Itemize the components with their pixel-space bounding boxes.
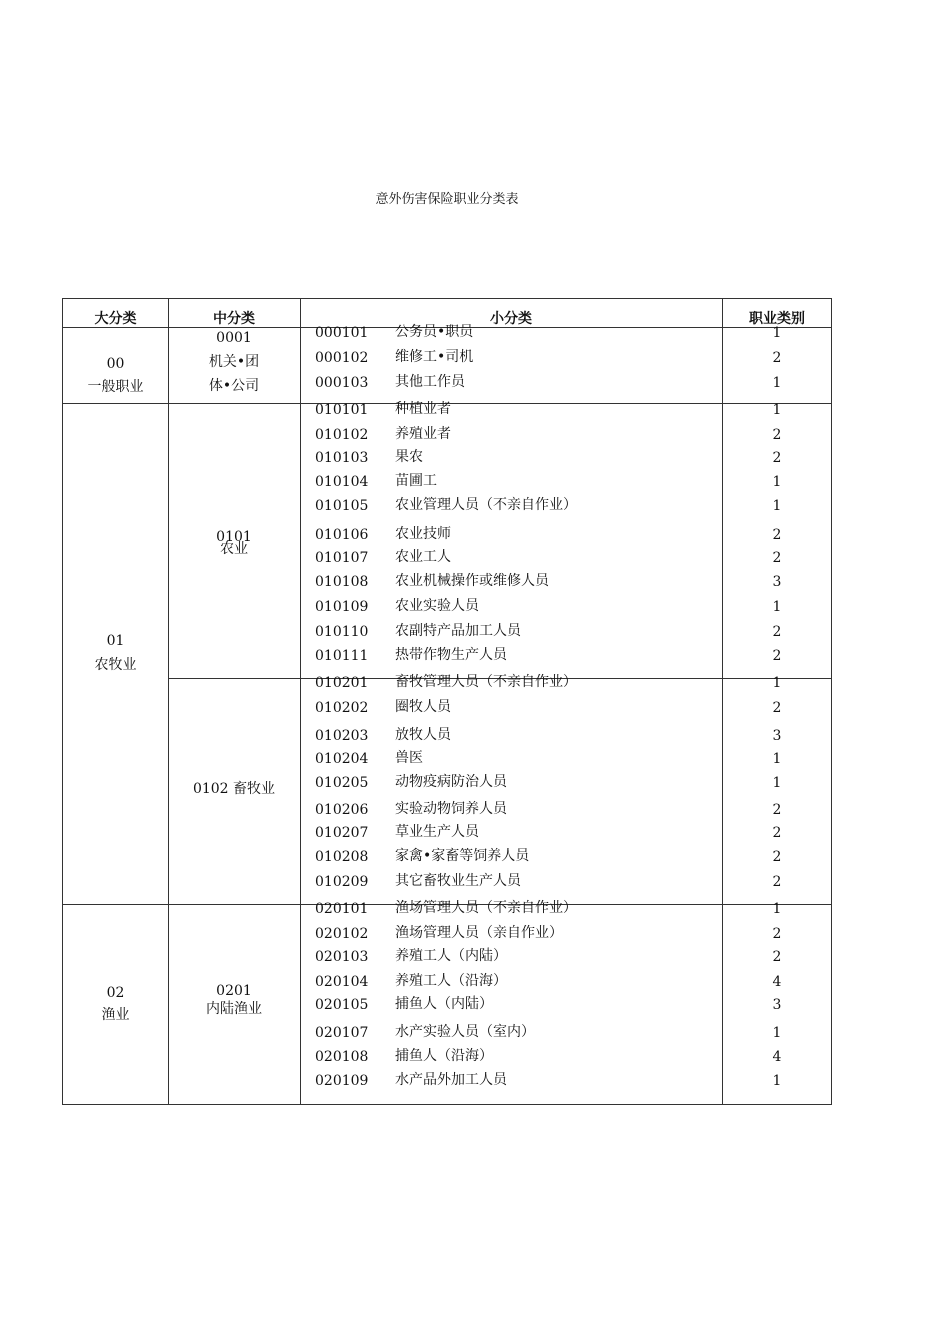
occupation-category: 1 (772, 325, 782, 341)
occupation-code: 010105 (315, 498, 369, 514)
occupation-name: 家禽•家畜等饲养人员 (395, 848, 530, 864)
occupation-category: 2 (772, 550, 782, 566)
occupation-category: 2 (772, 825, 782, 841)
table-row (63, 849, 831, 869)
occupation-category: 4 (772, 1049, 782, 1065)
table-row (63, 874, 831, 894)
occupation-name: 草业生产人员 (395, 824, 479, 840)
table-row (63, 402, 831, 422)
occupation-category: 1 (772, 402, 782, 418)
occupation-code: 010111 (315, 648, 369, 664)
occupation-code: 020104 (315, 974, 369, 990)
header-middle: 中分类 (213, 311, 255, 327)
occupation-code: 010204 (315, 751, 369, 767)
occupation-code: 020102 (315, 926, 369, 942)
table-row (63, 624, 831, 644)
table-row (63, 974, 831, 994)
occupation-code: 000102 (315, 350, 369, 366)
table-row (63, 498, 831, 518)
occupation-code: 010101 (315, 402, 369, 418)
occupation-category: 2 (772, 802, 782, 818)
occupation-code: 010102 (315, 427, 369, 443)
table-row (63, 648, 831, 668)
middle-label: 体•公司 (208, 378, 260, 394)
occupation-name: 农业管理人员（不亲自作业） (395, 497, 577, 513)
occupation-code: 020105 (315, 997, 369, 1013)
occupation-name: 维修工•司机 (395, 349, 474, 365)
occupation-name: 畜牧管理人员（不亲自作业） (395, 674, 577, 690)
middle-label: 机关•团 (208, 354, 260, 370)
occupation-name: 水产品外加工人员 (395, 1072, 507, 1088)
table-row (63, 700, 831, 720)
occupation-code: 020103 (315, 949, 369, 965)
occupation-name: 农业技师 (395, 526, 451, 542)
table-row (63, 1049, 831, 1069)
major-code: 02 (106, 985, 125, 1001)
occupation-category: 1 (772, 599, 782, 615)
occupation-category: 2 (772, 450, 782, 466)
occupation-code: 000101 (315, 325, 369, 341)
major-code: 00 (106, 356, 125, 372)
occupation-name: 农业工人 (395, 549, 451, 565)
occupation-code: 010205 (315, 775, 369, 791)
occupation-name: 果农 (395, 449, 423, 465)
major-name: 农牧业 (94, 657, 137, 673)
table-row (63, 775, 831, 795)
table-row (63, 550, 831, 570)
table-row (63, 450, 831, 470)
occupation-category: 1 (772, 474, 782, 490)
occupation-name: 农副特产品加工人员 (395, 623, 521, 639)
occupation-name: 农业实验人员 (395, 598, 479, 614)
occupation-name: 其他工作员 (395, 374, 465, 390)
occupation-name: 渔场管理人员（亲自作业） (395, 925, 563, 941)
table-row (63, 1073, 831, 1093)
occupation-name: 热带作物生产人员 (395, 647, 507, 663)
occupation-name: 渔场管理人员（不亲自作业） (395, 900, 577, 916)
occupation-code: 010104 (315, 474, 369, 490)
table-row (63, 926, 831, 946)
occupation-name: 其它畜牧业生产人员 (395, 873, 521, 889)
occupation-name: 兽医 (395, 750, 423, 766)
occupation-code: 020101 (315, 901, 369, 917)
major-code: 01 (106, 633, 125, 649)
occupation-category: 2 (772, 700, 782, 716)
middle-label: 0102 畜牧业 (192, 781, 276, 797)
table-row (63, 802, 831, 822)
occupation-category: 1 (772, 775, 782, 791)
occupation-code: 010201 (315, 675, 369, 691)
occupation-name: 种植业者 (395, 401, 451, 417)
occupation-category: 1 (772, 675, 782, 691)
page-title: 意外伤害保险职业分类表 (375, 192, 519, 207)
occupation-name: 捕鱼人（沿海） (395, 1048, 493, 1064)
table-row (63, 325, 831, 345)
occupation-category: 2 (772, 926, 782, 942)
occupation-category: 1 (772, 375, 782, 391)
occupation-name: 苗圃工 (395, 473, 437, 489)
table-row (63, 1025, 831, 1045)
occupation-name: 捕鱼人（内陆） (395, 996, 493, 1012)
occupation-category: 1 (772, 751, 782, 767)
occupation-category: 2 (772, 350, 782, 366)
occupation-name: 养殖业者 (395, 426, 451, 442)
table-row (63, 474, 831, 494)
occupation-name: 圈牧人员 (395, 699, 451, 715)
occupation-name: 养殖工人（沿海） (395, 973, 507, 989)
middle-label: 0001 (216, 330, 252, 346)
middle-label: 0101 (216, 529, 252, 545)
occupation-category: 3 (772, 997, 782, 1013)
table-row (63, 949, 831, 969)
occupation-code: 010110 (315, 624, 369, 640)
occupation-name: 养殖工人（内陆） (395, 948, 507, 964)
occupation-category: 2 (772, 427, 782, 443)
table-row (63, 751, 831, 771)
occupation-code: 010206 (315, 802, 369, 818)
occupation-category: 2 (772, 527, 782, 543)
occupation-code: 010107 (315, 550, 369, 566)
occupation-category: 1 (772, 901, 782, 917)
table-row (63, 675, 831, 695)
occupation-code: 010108 (315, 574, 369, 590)
occupation-code: 010103 (315, 450, 369, 466)
header-minor: 小分类 (490, 311, 532, 327)
table-row (63, 350, 831, 370)
occupation-category: 1 (772, 1025, 782, 1041)
middle-label: 0201 (216, 983, 252, 999)
major-name: 一般职业 (87, 379, 144, 395)
occupation-code: 010209 (315, 874, 369, 890)
occupation-code: 010207 (315, 825, 369, 841)
occupation-name: 动物疫病防治人员 (395, 774, 507, 790)
occupation-code: 020108 (315, 1049, 369, 1065)
occupation-name: 水产实验人员（室内） (395, 1024, 535, 1040)
occupation-name: 农业机械操作或维修人员 (395, 573, 549, 589)
occupation-category: 1 (772, 498, 782, 514)
occupation-category: 3 (772, 574, 782, 590)
occupation-category: 2 (772, 849, 782, 865)
middle-label: 内陆渔业 (206, 1001, 262, 1017)
occupation-name: 实验动物饲养人员 (395, 801, 507, 817)
table-row (63, 997, 831, 1017)
occupation-category: 2 (772, 648, 782, 664)
occupation-category: 3 (772, 728, 782, 744)
occupation-table (62, 298, 832, 1105)
header-major: 大分类 (94, 311, 137, 327)
table-row (63, 427, 831, 447)
major-name: 渔业 (101, 1007, 130, 1023)
occupation-code: 020107 (315, 1025, 369, 1041)
occupation-category: 2 (772, 624, 782, 640)
table-row (63, 825, 831, 845)
occupation-code: 010208 (315, 849, 369, 865)
table-row (63, 599, 831, 619)
occupation-code: 010106 (315, 527, 369, 543)
table-row (63, 375, 831, 395)
occupation-code: 010109 (315, 599, 369, 615)
occupation-name: 放牧人员 (395, 727, 451, 743)
occupation-code: 010202 (315, 700, 369, 716)
occupation-category: 4 (772, 974, 782, 990)
table-row (63, 901, 831, 921)
occupation-category: 2 (772, 949, 782, 965)
table-row (63, 574, 831, 594)
header-category: 职业类别 (749, 311, 805, 327)
middle-label: 农业 (220, 541, 248, 557)
table-row (63, 527, 831, 547)
table-row (63, 728, 831, 748)
occupation-category: 1 (772, 1073, 782, 1089)
occupation-code: 020109 (315, 1073, 369, 1089)
occupation-category: 2 (772, 874, 782, 890)
occupation-code: 000103 (315, 375, 369, 391)
occupation-name: 公务员•职员 (395, 324, 474, 340)
occupation-code: 010203 (315, 728, 369, 744)
